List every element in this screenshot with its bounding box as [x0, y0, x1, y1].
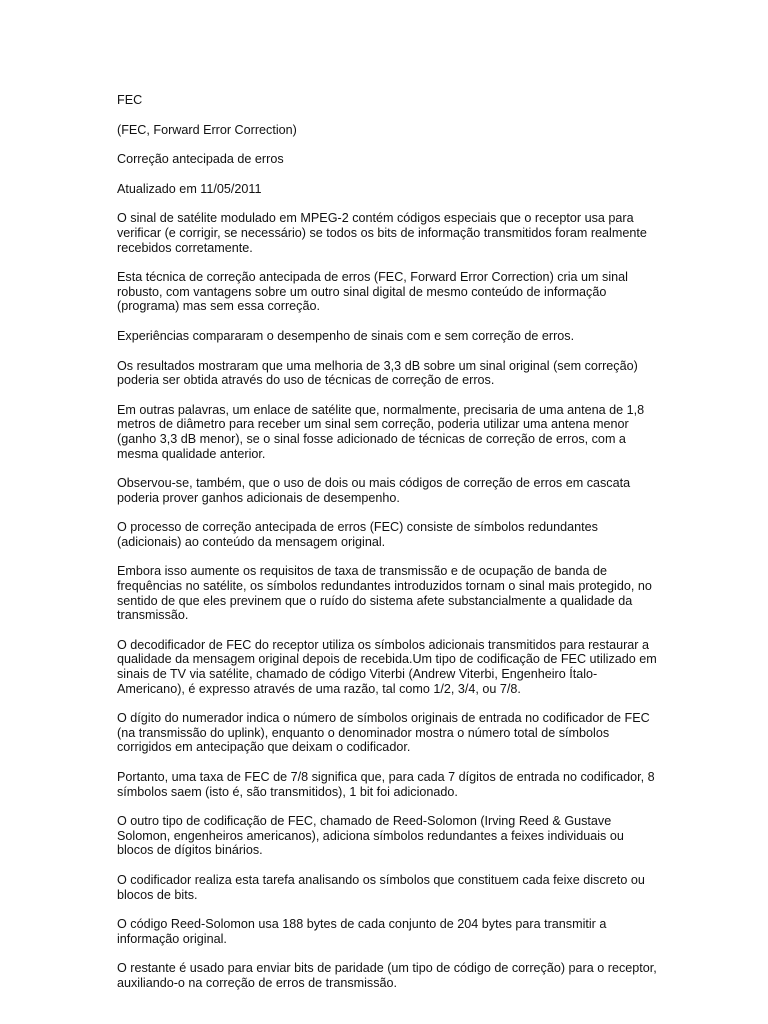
- paragraph: Em outras palavras, um enlace de satélite que, normalmente, precisaria de uma antena de 1,8 metros de diâmetro para receber um sinal sem correção, poderia utilizar uma antena menor (ganho 3,3 dB menor), se o sinal fosse adicionado de técnicas de correção de erros, com a mesma qualidade anterior.: [117, 402, 645, 461]
- paragraph: O outro tipo de codificação de FEC, chamado de Reed-Solomon (Irving Reed & Gustave Solomon, engenheiros americanos), adiciona símbolos redundantes a feixes individuais ou blocos de dígitos binários.: [117, 814, 624, 858]
- paragraph: O codificador realiza esta tarefa analisando os símbolos que constituem cada feixe discreto ou blocos de bits.: [117, 872, 645, 902]
- paragraph: O sinal de satélite modulado em MPEG-2 contém códigos especiais que o receptor usa para verificar (e corrigir, se necessário) se todos os bits de informação transmitidos foram realmente recebidos corretamente.: [117, 211, 647, 255]
- paragraph: Os resultados mostraram que uma melhoria de 3,3 dB sobre um sinal original (sem correção) poderia ser obtida através do uso de técnicas de correção de erros.: [117, 358, 638, 388]
- paragraph: O decodificador de FEC do receptor utiliza os símbolos adicionais transmitidos para restaurar a qualidade da mensagem original depois de recebida.Um tipo de codificação de FEC utilizado em sinais de TV via satélite, chamado de código Viterbi (Andrew Viterbi, Engenheiro Ítalo-Americano), é expresso através de uma razão, tal como 1/2, 3/4, ou 7/8.: [117, 637, 657, 696]
- document-subtitle: (FEC, Forward Error Correction): [117, 122, 297, 137]
- updated-date: Atualizado em 11/05/2011: [117, 181, 262, 196]
- document-page: [117, 93, 657, 1006]
- paragraph: Embora isso aumente os requisitos de taxa de transmissão e de ocupação de banda de frequências no satélite, os símbolos redundantes introduzidos tornam o sinal mais protegido, no sentido de que eles previnem que o ruído do sistema afete substancialmente a qualidade da transmissão.: [117, 564, 652, 623]
- paragraph: O restante é usado para enviar bits de paridade (um tipo de código de correção) para o receptor, auxiliando-o na correção de erros de transmissão.: [117, 961, 657, 990]
- paragraph: O código Reed-Solomon usa 188 bytes de cada conjunto de 204 bytes para transmitir a informação original.: [117, 917, 607, 946]
- paragraph: Observou-se, também, que o uso de dois ou mais códigos de correção de erros em cascata poderia prover ganhos adicionais de desempenho.: [117, 476, 631, 505]
- paragraph: O dígito do numerador indica o número de símbolos originais de entrada no codificador de FEC (na transmissão do uplink), enquanto o denominador mostra o número total de símbolos corrigidos em antecipação que deixam o codificador.: [117, 711, 650, 755]
- paragraph: Esta técnica de correção antecipada de erros (FEC, Forward Error Correction) cria um sinal robusto, com vantagens sobre um outro sinal digital de mesmo conteúdo de informação (programa) mas sem essa correção.: [117, 270, 628, 314]
- paragraph: Portanto, uma taxa de FEC de 7/8 significa que, para cada 7 dígitos de entrada no codificador, 8 símbolos saem (isto é, são transmitidos), 1 bit foi adicionado.: [117, 770, 655, 799]
- paragraph: Experiências compararam o desempenho de sinais com e sem correção de erros.: [117, 328, 575, 343]
- document-heading: Correção antecipada de erros: [117, 152, 284, 167]
- document-title: FEC: [117, 93, 143, 107]
- paragraph: O processo de correção antecipada de erros (FEC) consiste de símbolos redundantes (adicionais) ao conteúdo da mensagem original.: [117, 520, 598, 549]
